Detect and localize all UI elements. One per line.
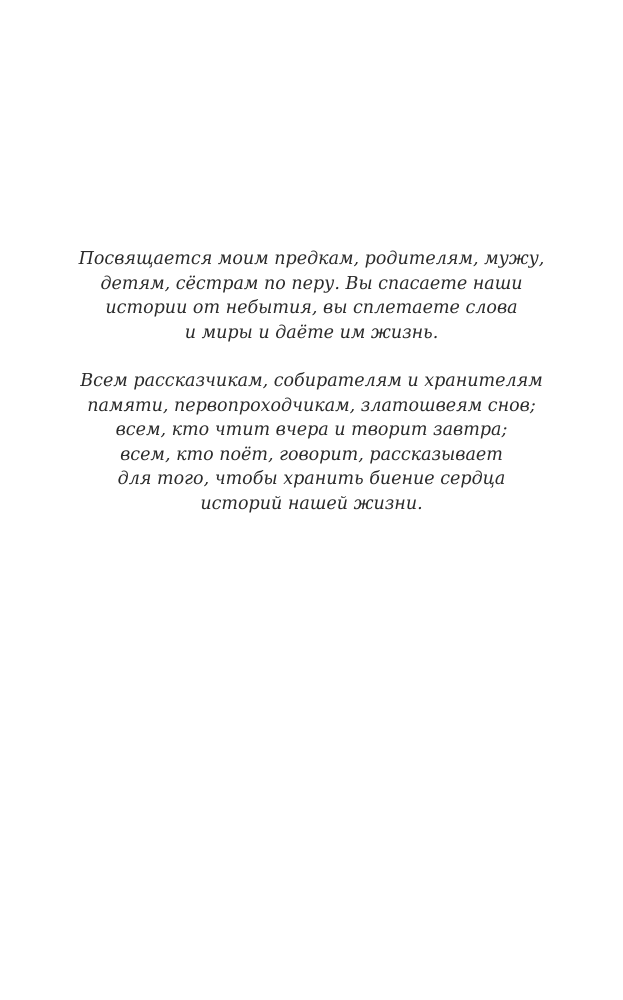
dedication-line: Посвящается моим предкам, родителям, мужу, xyxy=(78,249,545,269)
dedication-line: памяти, первопроходчикам, златошвеям снов; xyxy=(87,395,536,416)
dedication-stanza-2 xyxy=(0,369,623,516)
dedication-line: истории от небытия, вы сплетаете слова xyxy=(105,298,518,318)
dedication-line: всем, кто поёт, говорит, рассказывает xyxy=(120,444,503,465)
dedication-line: детям, сёстрам по перу. Вы спасаете наши xyxy=(100,273,523,294)
dedication-line: историй нашей жизни. xyxy=(200,493,423,514)
dedication-line: и миры и даёте им жизнь. xyxy=(184,322,439,343)
dedication-stanza-1 xyxy=(0,247,623,345)
dedication-line: для того, чтобы хранить биение сердца xyxy=(117,469,506,489)
dedication-text xyxy=(0,247,623,516)
dedication-line: всем, кто чтит вчера и творит завтра; xyxy=(115,420,508,440)
dedication-line: Всем рассказчикам, собирателям и хранителям xyxy=(80,371,543,391)
